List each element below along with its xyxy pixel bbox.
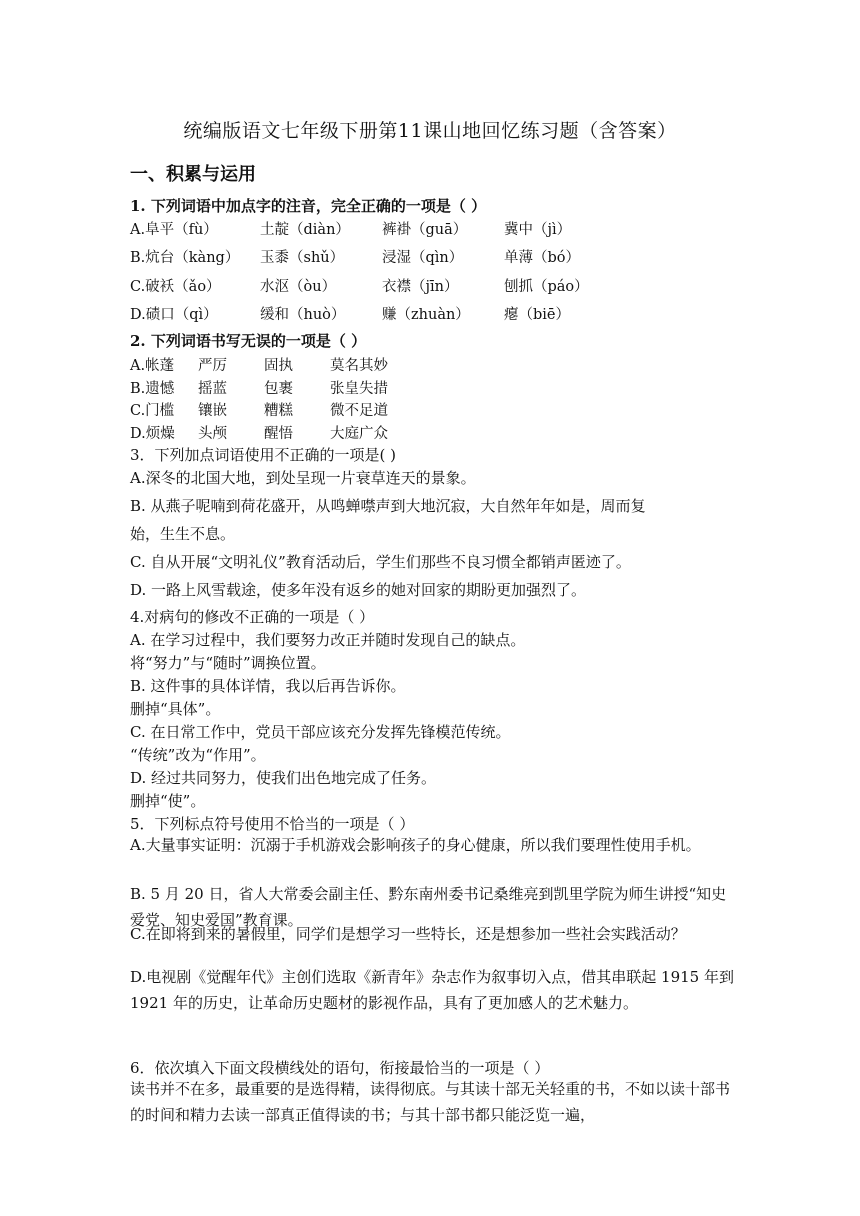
q1-option-a bbox=[130, 218, 571, 239]
q2-option-a bbox=[130, 354, 388, 375]
q2-a-3: 固执 bbox=[264, 358, 293, 374]
q3-option-b-line2: 始，生生不息。 bbox=[130, 525, 236, 543]
q1-b-1: B.炕台（kàng） bbox=[130, 250, 240, 266]
q5-option-d: D.电视剧《觉醒年代》主创们选取《新青年》杂志作为叙事切入点，借其串联起 1915 年到 1921 年的历史，让革命历史题材的影视作品，具有了更加感人的艺术魅力。 bbox=[130, 968, 734, 1012]
q2-b-3: 包裹 bbox=[264, 381, 293, 397]
q2-d-2: 头颅 bbox=[198, 426, 227, 442]
q4-line-3: B. 这件事的具体详情，我以后再告诉你。 bbox=[130, 677, 406, 695]
q1-b-4: 单薄（bó） bbox=[504, 250, 581, 266]
question-5-stem: 5．下列标点符号使用不恰当的一项是（ ） bbox=[130, 815, 415, 833]
q4-line-5: C. 在日常工作中，党员干部应该充分发挥先锋模范传统。 bbox=[130, 723, 511, 741]
q1-option-d bbox=[130, 303, 570, 324]
q1-d-4: 瘪（biē） bbox=[504, 307, 571, 323]
q2-b-2: 摇蓝 bbox=[198, 381, 227, 397]
q1-a-3: 裤褂（guā） bbox=[382, 222, 468, 238]
q4-line-6: “传统”改为“作用”。 bbox=[130, 746, 266, 764]
q5-option-a: A.大量事实证明：沉溺于手机游戏会影响孩子的身心健康，所以我们要理性使用手机。 bbox=[130, 836, 701, 854]
q1-b-2: 玉黍（shǔ） bbox=[260, 250, 345, 266]
q2-a-4: 莫名其妙 bbox=[330, 358, 388, 374]
q2-c-3: 糟糕 bbox=[264, 403, 293, 419]
question-4-stem: 4.对病句的修改不正确的一项是（ ） bbox=[130, 608, 375, 626]
q2-b-1: B.遗憾 bbox=[130, 381, 175, 397]
q5-option-c: C.在即将到来的暑假里，同学们是想学习一些特长，还是想参加一些社会实践活动？ bbox=[130, 925, 686, 943]
q2-option-c bbox=[130, 399, 388, 420]
q1-a-2: 土靛（diàn） bbox=[260, 222, 350, 238]
q2-d-4: 大庭广众 bbox=[330, 426, 388, 442]
q1-d-3: 赚（zhuàn） bbox=[382, 307, 470, 323]
question-2-stem: 2. 下列词语书写无误的一项是（ ） bbox=[130, 332, 367, 350]
section-heading: 一、积累与运用 bbox=[130, 164, 256, 185]
question-3-stem: 3．下列加点词语使用不正确的一项是( ) bbox=[130, 446, 397, 464]
q1-c-4: 刨抓（páo） bbox=[504, 279, 589, 295]
q3-option-c: C. 自从开展“文明礼仪”教育活动后，学生们那些不良习惯全都销声匿迹了。 bbox=[130, 553, 631, 571]
q2-a-1: A.帐蓬 bbox=[130, 358, 175, 374]
q2-d-1: D.烦燥 bbox=[130, 426, 175, 442]
q1-option-c bbox=[130, 275, 589, 296]
q1-d-2: 缓和（huò） bbox=[260, 307, 346, 323]
q4-line-1: A. 在学习过程中，我们要努力改正并随时发现自己的缺点。 bbox=[130, 631, 526, 649]
q1-c-1: C.破袄（ǎo） bbox=[130, 279, 221, 295]
question-1-stem: 1. 下列词语中加点字的注音，完全正确的一项是（ ） bbox=[130, 197, 487, 215]
q2-c-4: 微不足道 bbox=[330, 403, 388, 419]
q6-text: 读书并不在多，最重要的是选得精，读得彻底。与其读十部无关轻重的书，不如以读十部书的时间和精力去读一部真正值得读的书；与其十部书都只能泛览一遍， bbox=[130, 1080, 731, 1124]
q2-d-3: 醒悟 bbox=[264, 426, 293, 442]
q2-option-d bbox=[130, 422, 388, 443]
q2-b-4: 张皇失措 bbox=[330, 381, 388, 397]
q5-option-b: B. 5 月 20 日，省人大常委会副主任、黔东南州委书记桑维亮到凯里学院为师生讲授“知史爱党、知史爱国”教育课。 bbox=[130, 885, 727, 929]
q4-line-2: 将“努力”与“随时”调换位置。 bbox=[130, 654, 326, 672]
q3-option-b-line1: B. 从燕子呢喃到荷花盛开，从鸣蝉噤声到大地沉寂，大自然年年如是，周而复 bbox=[130, 497, 646, 515]
q4-line-8: 删掉“使”。 bbox=[130, 792, 206, 810]
q4-line-7: D. 经过共同努力，使我们出色地完成了任务。 bbox=[130, 769, 437, 787]
q3-option-d: D. 一路上风雪载途，使多年没有返乡的她对回家的期盼更加强烈了。 bbox=[130, 581, 587, 599]
q1-a-4: 冀中（jì） bbox=[504, 222, 572, 238]
q1-option-b bbox=[130, 246, 580, 267]
q2-c-2: 镶嵌 bbox=[198, 403, 227, 419]
q3-option-a: A.深冬的北国大地，到处呈现一片衰草连天的景象。 bbox=[130, 469, 476, 487]
q2-a-2: 严厉 bbox=[198, 358, 227, 374]
question-6-stem: 6．依次填入下面文段横线处的语句，衔接最恰当的一项是（ ） bbox=[130, 1059, 550, 1077]
q1-a-1: A.阜平（fù） bbox=[130, 222, 218, 238]
q1-c-3: 衣襟（jīn） bbox=[382, 279, 459, 295]
document-title: 统编版语文七年级下册第11课山地回忆练习题（含答案） bbox=[183, 120, 677, 142]
q2-c-1: C.门槛 bbox=[130, 403, 175, 419]
q1-d-1: D.碛口（qì） bbox=[130, 307, 218, 323]
q1-c-2: 水沤（òu） bbox=[260, 279, 337, 295]
q2-option-b bbox=[130, 377, 388, 398]
q4-line-4: 删掉“具体”。 bbox=[130, 700, 221, 718]
q1-b-3: 浸湿（qìn） bbox=[382, 250, 464, 266]
